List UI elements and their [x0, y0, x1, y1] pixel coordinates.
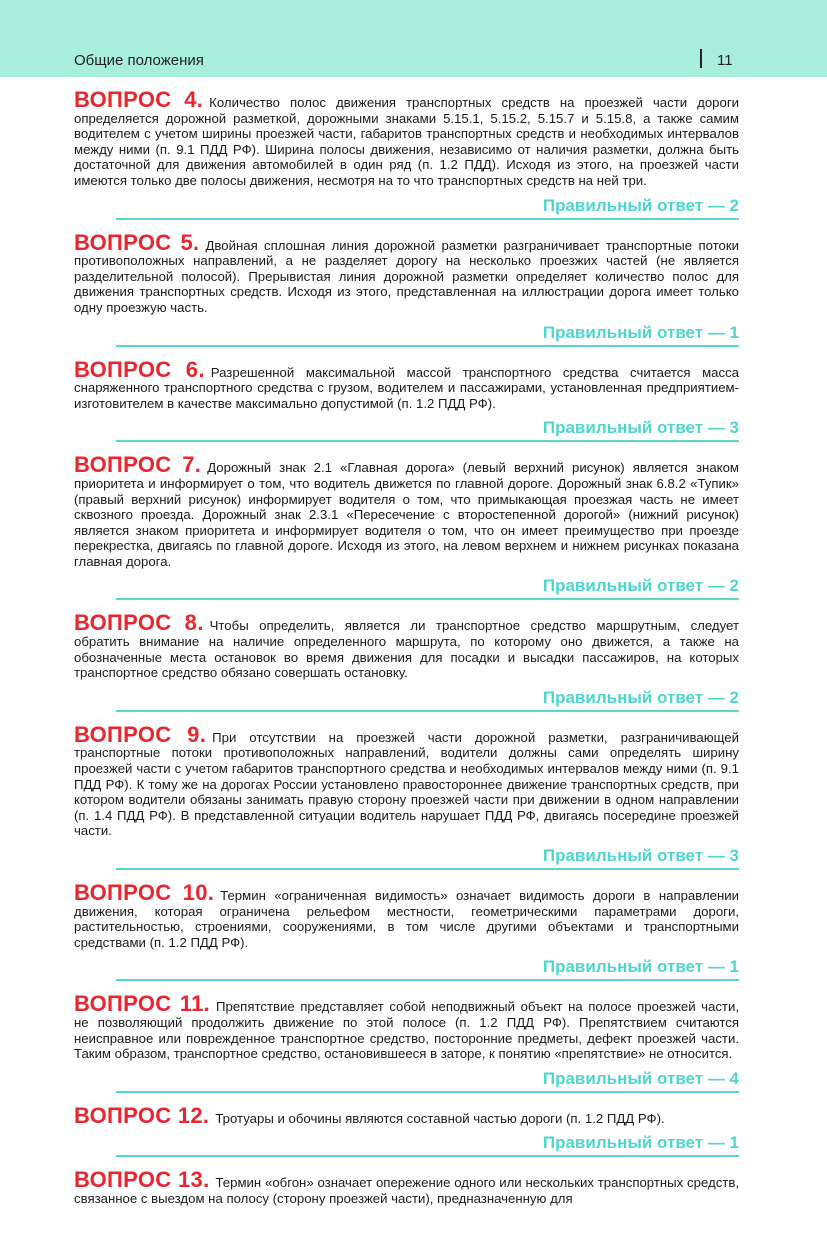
question-label: ВОПРОС 6.	[74, 356, 205, 382]
correct-answer: Правильный ответ — 3	[542, 846, 739, 865]
correct-answer: Правильный ответ — 1	[542, 322, 739, 342]
question-label: ВОПРОС 10.	[74, 880, 215, 905]
question-text	[74, 1102, 739, 1128]
page-number: 11	[717, 52, 733, 69]
explanation: Дорожный знак 2.1 «Главная дорога» (левый верхний рисунок) является знаком приоритета и информирует о том, что водитель движется по главной дороге. Дорожный знак 6.8.2 «Тупик» (правый верхний рисунок) информирует водителя о том, что примыкающая проезжая часть не имеет сквозного проезда. Дорожный знак 2.3.1 «Пересечение с второстепенной дорогой» (нижний рисунок) является знаком приоритета и информирует водителя о том, что он имеет преимущество при проезде перекрестка, двигаясь по главной дороге. Исходя из этого, на левом верхнем и нижнем рисунках показана главная дорога.	[74, 460, 739, 569]
question-text	[74, 1167, 740, 1206]
page-header	[0, 0, 827, 77]
correct-answer: Правильный ответ — 3	[542, 418, 739, 438]
question-10	[74, 880, 739, 981]
correct-answer: Правильный ответ — 2	[542, 687, 739, 707]
correct-answer: Правильный ответ — 1	[542, 957, 739, 977]
question-label: ВОПРОС 12.	[74, 1102, 210, 1128]
question-text	[74, 356, 739, 412]
question-5	[74, 229, 739, 347]
questions-list	[74, 87, 740, 1207]
explanation: При отсутствии на проезжей части дорожной разметки, разграничивающей транспортные потоки противоположных направлений, водители должны сами определять ширину проезжей части с учетом габаритов транспортного средства и необходимых интервалов между ними (п. 9.1 ПДД РФ). К тому же на дорогах России установлено правостороннее движение транспортных средств, при котором водители обязаны занимать правую сторону проезжей части при движении в одном направлении (п. 1.4 ПДД РФ). В представленной ситуации водитель нарушает ПДД РФ, двигаясь посередине проезжей части.	[74, 729, 739, 839]
question-label: ВОПРОС 7.	[74, 452, 202, 478]
question-label: ВОПРОС 8.	[74, 610, 204, 636]
question-text	[74, 229, 739, 316]
explanation: Количество полос движения транспортных средств на проезжей части дороги определяется дорожной разметкой, дорожными знаками 5.15.1, 5.15.2, 5.15.7 и 5.15.8, а также самим водителем с учетом ширины проезжей части, габаритов транспортных средств и необходимых интервалов между ними (п. 9.1 ПДД РФ). Ширина полосы движения, независимо от наличия разметки, должна быть достаточной для движения автомобилей в один ряд (п. 1.2 ПДД). Исходя из этого, на проезжей части имеются только две полосы движения, несмотря на то что транспортных средств на ней три.	[74, 95, 740, 188]
question-12	[74, 1102, 739, 1158]
correct-answer: Правильный ответ — 1	[542, 1133, 739, 1153]
question-text	[74, 87, 740, 189]
correct-answer: Правильный ответ — 4	[542, 1068, 739, 1088]
question-text	[74, 991, 739, 1062]
question-label: ВОПРОС 4.	[74, 87, 204, 112]
question-text	[74, 452, 739, 569]
question-4	[74, 87, 740, 220]
question-label: ВОПРОС 9.	[74, 721, 207, 747]
explanation: Двойная сплошная линия дорожной разметки разграничивает транспортные потоки противоположных направлений, а не разделяет дорогу на несколько проезжих частей (не является разделительной полосой). Прерывистая линия дорожной разметки определяет количество полос для движения транспортных средств. Исходя из этого, представленная на иллюстрации дорога имеет только одну проезжую часть.	[74, 237, 739, 315]
question-label: ВОПРОС 5.	[74, 229, 200, 255]
question-text	[74, 721, 739, 839]
question-13	[74, 1167, 740, 1206]
section-title: Общие положения	[74, 52, 204, 69]
question-9	[74, 721, 739, 870]
question-6	[74, 356, 739, 443]
question-label: ВОПРОС 13.	[74, 1167, 210, 1193]
question-7	[74, 452, 739, 600]
explanation: Термин «обгон» означает опережение одного или нескольких транспортных средств, связанное с выездом на полосу (сторону проезжей части), предназначенную для	[74, 1175, 740, 1206]
question-text	[74, 880, 739, 950]
header-divider	[700, 49, 702, 68]
question-8	[74, 610, 739, 711]
explanation: Чтобы определить, является ли транспортное средство маршрутным, следует обратить внимание на наличие определенного маршрута, по которому оно движется, а также на обозначенные места остановок во время движения для посадки и высадки пассажиров, на которых транспортное средство обязано совершать остановку.	[74, 618, 739, 681]
explanation: Тротуары и обочины являются составной частью дороги (п. 1.2 ПДД РФ).	[215, 1110, 665, 1126]
explanation: Препятствие представляет собой неподвижный объект на полосе проезжей части, не позволяющий продолжить движение по этой полосе (п. 1.2 ПДД РФ). Препятствием считаются неисправное или поврежденное транспортное средство, посторонние предметы, дефект проезжей части. Таким образом, транспортное средство, остановившееся в заторе, к понятию «препятствие» не относится.	[74, 999, 739, 1062]
question-text	[74, 610, 739, 681]
question-11	[74, 991, 739, 1092]
correct-answer: Правильный ответ — 2	[542, 576, 739, 596]
question-label: ВОПРОС 11.	[74, 991, 211, 1017]
correct-answer: Правильный ответ — 2	[542, 195, 739, 215]
explanation: Термин «ограниченная видимость» означает видимость дороги в направлении движения, которая ограничена рельефом местности, геометрическими параметрами дороги, растительностью, строениями, сооружениями, в том числе другими объектами и транспортными средствами (п. 1.2 ПДД РФ).	[74, 888, 739, 950]
explanation: Разрешенной максимальной массой транспортного средства считается масса снаряженного транспортного средства с грузом, водителем и пассажирами, установленная предприятием-изготовителем в качестве максимально допустимой (п. 1.2 ПДД РФ).	[74, 364, 739, 411]
